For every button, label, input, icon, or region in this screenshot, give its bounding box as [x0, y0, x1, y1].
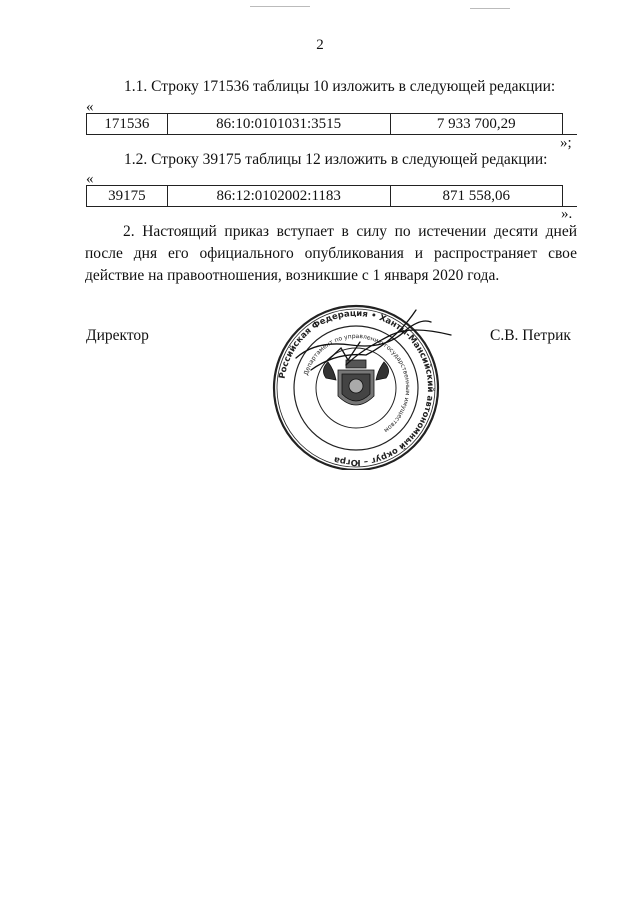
- scan-noise: [470, 8, 510, 9]
- table-cell-row-number: 39175: [87, 186, 168, 207]
- seal-outer-text: Российская Федерация • Ханты-Мансийский автономный округ – Югра: [277, 308, 436, 468]
- signature-position: Директор: [86, 327, 149, 344]
- table-row: [87, 114, 578, 135]
- table-row: [87, 186, 578, 207]
- item-1-1-heading: 1.1. Строку 171536 таблицы 10 изложить в следующей редакции:: [124, 78, 556, 95]
- item-1-1-table: [86, 113, 577, 135]
- item-1-1-close-quote: »;: [560, 135, 572, 151]
- item-1-2-table: [86, 185, 577, 207]
- page-number: 2: [316, 37, 324, 53]
- table-cell-empty: [563, 186, 577, 207]
- item-1-1-open-quote: «: [86, 99, 94, 115]
- seal-inner-text: Департамент по управлению государственным имуществом: [302, 332, 412, 434]
- item-1-2-open-quote: «: [86, 171, 94, 187]
- signature-name: С.В. Петрик: [490, 327, 571, 344]
- table-cell-cadastral-number: 86:12:0102002:1183: [167, 186, 390, 207]
- table-cell-empty: [563, 114, 577, 135]
- scan-noise: [250, 6, 310, 7]
- table-cell-row-number: 171536: [87, 114, 168, 135]
- paragraph-2: [85, 221, 577, 287]
- item-1-2-close-quote: ».: [561, 206, 573, 222]
- table-cell-cadastral-value: 871 558,06: [390, 186, 563, 207]
- table-cell-cadastral-number: 86:10:0101031:3515: [167, 114, 390, 135]
- official-seal: [256, 300, 456, 470]
- coat-of-arms-emblem: [323, 360, 388, 405]
- table-cell-cadastral-value: 7 933 700,29: [390, 114, 563, 135]
- paragraph-2-text: 2. Настоящий приказ вступает в силу по истечении десяти дней после дня его официального опубликования и распространяет свое действие на правоотношения, возникшие с 1 января 2020 года.: [85, 223, 577, 284]
- item-1-2-heading: 1.2. Строку 39175 таблицы 12 изложить в следующей редакции:: [124, 151, 548, 168]
